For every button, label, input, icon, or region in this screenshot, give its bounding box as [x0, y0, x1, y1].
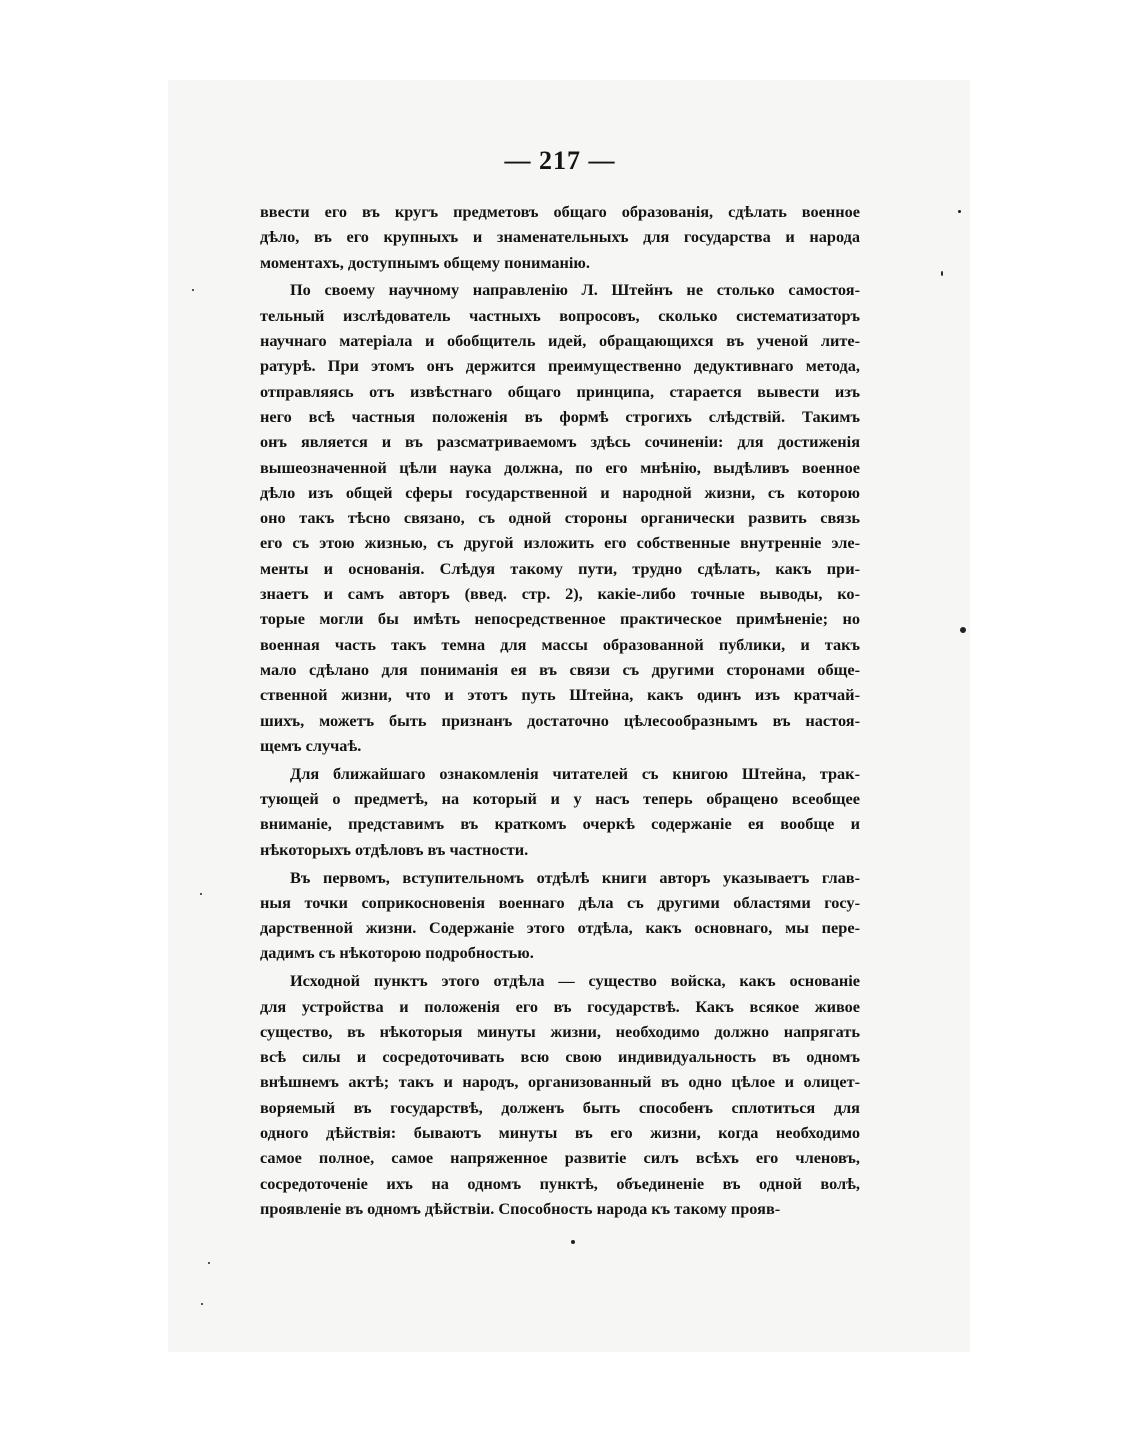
text-line: По своему научному направленію Л. Штейнъ не столько самостоя-	[290, 280, 860, 300]
scan-speck	[941, 271, 943, 276]
text-line: сосредоточеніе ихъ на одномъ пунктѣ, объединеніе въ одной волѣ,	[260, 1173, 860, 1193]
paragraph	[260, 199, 860, 275]
scan-speck	[192, 289, 194, 291]
text-line: Для ближайшаго ознакомленія читателей съ книгою Штейна, трак-	[290, 763, 860, 783]
text-line: всѣ силы и сосредоточивать всю свою индивидуальность въ одномъ	[260, 1047, 860, 1067]
text-line: него всѣ частныя положенія въ формѣ строгихъ слѣдствій. Такимъ	[260, 406, 860, 426]
scan-speck	[200, 893, 202, 895]
text-line: онъ является и въ разсматриваемомъ здѣсь сочиненіи: для достиженія	[260, 432, 860, 452]
text-line: воряемый въ государствѣ, долженъ быть способенъ сплотиться для	[260, 1097, 860, 1117]
page-number: — 217 —	[504, 146, 616, 175]
paragraph	[260, 761, 860, 862]
text-line: научнаго матеріала и обобщитель идей, обращающихся въ ученой лите-	[260, 331, 860, 351]
text-line: моментахъ, доступнымъ общему пониманію.	[260, 252, 590, 272]
paragraph	[260, 968, 860, 1221]
paragraph	[260, 277, 860, 758]
scan-speck	[201, 1303, 203, 1305]
text-line: отправляясь отъ извѣстнаго общаго принципа, старается вывести изъ	[260, 381, 860, 401]
text-line: знаетъ и самъ авторъ (введ. стр. 2), какіе-либо точные выводы, ко-	[260, 584, 860, 604]
text-line: вниманіе, представимъ въ краткомъ очеркѣ содержаніе ея вообще и	[260, 814, 860, 834]
text-line: ввести его въ кругъ предметовъ общаго образованія, сдѣлать военное	[260, 202, 860, 221]
text-line: оно такъ тѣсно связано, съ одной стороны органически развить связь	[260, 508, 860, 528]
text-line: самое полное, самое напряженное развитіе силъ всѣхъ его членовъ,	[260, 1148, 860, 1168]
paragraph	[260, 865, 860, 966]
text-line: нѣкоторыхъ отдѣловъ въ частности.	[260, 839, 529, 859]
text-line: военная часть такъ темна для массы образованной публики, и такъ	[260, 634, 860, 654]
text-line: существо, въ нѣкоторыя минуты жизни, необходимо должно напрягать	[260, 1021, 860, 1041]
text-line: одного дѣйствія: бываютъ минуты въ его жизни, когда необходимо	[260, 1123, 860, 1143]
scan-speck	[960, 627, 966, 633]
text-line: дѣло, въ его крупныхъ и знаменательныхъ для государства и народа	[260, 227, 860, 247]
text-line: менты и основанія. Слѣдуя такому пути, трудно сдѣлать, какъ при-	[260, 558, 860, 578]
text-line: щемъ случаѣ.	[260, 735, 362, 755]
text-line: тующей о предметѣ, на который и у насъ теперь обращено всеобщее	[260, 789, 860, 809]
text-line: мало сдѣлано для пониманія ея въ связи съ другими сторонами обще-	[260, 659, 860, 679]
text-line: внѣшнемъ актѣ; такъ и народъ, организованный въ одно цѣлое и олицет-	[260, 1072, 860, 1092]
text-line: торые могли бы имѣть непосредственное практическое примѣненіе; но	[260, 609, 860, 629]
text-line: ственной жизни, что и этотъ путь Штейна, какъ одинъ изъ кратчай-	[260, 685, 860, 705]
text-line: ратурѣ. При этомъ онъ держится преимущественно дедуктивнаго метода,	[260, 356, 860, 376]
scan-speck	[958, 210, 961, 213]
text-line: для устройства и положенія его въ государствѣ. Какъ всякое живое	[260, 996, 860, 1016]
text-line: дѣло изъ общей сферы государственной и народной жизни, съ которою	[260, 482, 860, 502]
text-line: тельный изслѣдователь частныхъ вопросовъ, сколько систематизаторъ	[260, 305, 860, 325]
text-line: проявленіе въ одномъ дѣйствіи. Способность народа къ такому прояв-	[260, 1198, 781, 1218]
text-line: Въ первомъ, вступительномъ отдѣлѣ книги авторъ указываетъ глав-	[290, 867, 860, 887]
text-line: ныя точки соприкосновенія военнаго дѣла съ другими областями госу-	[260, 892, 860, 912]
text-line: его съ этою жизнью, съ другой изложить его собственные внутренніе эле-	[260, 533, 860, 553]
text-line: дарственной жизни. Содержаніе этого отдѣла, какъ основнаго, мы пере-	[260, 918, 860, 938]
scan-speck	[571, 1240, 575, 1244]
body-text	[260, 199, 860, 1221]
text-line: шихъ, можетъ быть признанъ достаточно цѣлесообразнымъ въ настоя-	[260, 710, 860, 730]
scan-speck	[208, 1262, 210, 1264]
text-line: Исходной пунктъ этого отдѣла — существо войска, какъ основаніе	[290, 971, 860, 991]
text-line: дадимъ съ нѣкоторою подробностью.	[260, 943, 534, 963]
text-line: вышеозначенной цѣли наука должна, по его мнѣнію, выдѣливъ военное	[260, 457, 860, 477]
